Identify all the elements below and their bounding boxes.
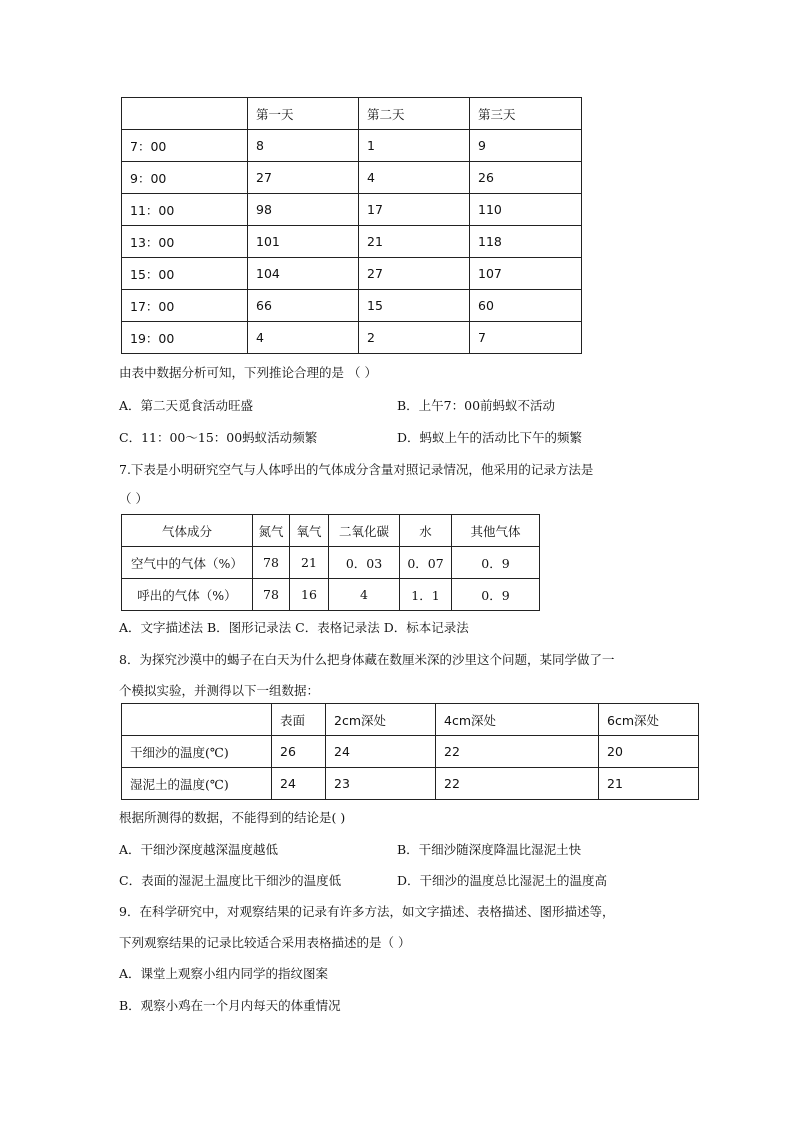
table-cell: 1 (359, 130, 470, 162)
table-header-row (122, 515, 540, 547)
table-header-cell: 氮气 (253, 515, 290, 547)
table-header-cell: 二氧化碳 (329, 515, 400, 547)
table-cell: 呼出的气体（%） (122, 579, 253, 611)
table-row (122, 130, 582, 162)
table-row (122, 226, 582, 258)
q9-stem-line1: 9．在科学研究中，对观察结果的记录有许多方法，如文字描述、表格描述、图形描述等， (119, 904, 615, 919)
table-cell: 7：00 (122, 130, 248, 162)
table-cell: 22 (436, 736, 599, 768)
sand-temperature-table (121, 703, 699, 800)
q8-stem-line2: 个模拟实验，并测得以下一组数据： (119, 683, 320, 698)
table-cell: 24 (272, 768, 326, 800)
table-cell: 7 (470, 322, 582, 354)
table-cell: 11：00 (122, 194, 248, 226)
q7-stem-line2: （ ） (119, 491, 148, 506)
gas-composition-table (121, 514, 540, 611)
table-cell: 0．07 (400, 547, 452, 579)
table-row (122, 736, 699, 768)
table-cell: 66 (248, 290, 359, 322)
table-cell: 0．9 (452, 547, 540, 579)
table-row (122, 290, 582, 322)
table-cell: 湿泥土的温度(℃) (122, 768, 272, 800)
table-header-cell (122, 98, 248, 130)
table-cell: 26 (272, 736, 326, 768)
table-cell: 0．03 (329, 547, 400, 579)
table-cell: 22 (436, 768, 599, 800)
q6-option-a: A．第二天觅食活动旺盛 (119, 398, 254, 413)
table-row (122, 768, 699, 800)
table-header-cell: 其他气体 (452, 515, 540, 547)
table-cell: 118 (470, 226, 582, 258)
table-header-cell (122, 704, 272, 736)
table-cell: 21 (359, 226, 470, 258)
table-row (122, 547, 540, 579)
table-cell: 78 (253, 579, 290, 611)
ant-activity-table (121, 97, 582, 354)
table-cell: 1．1 (400, 579, 452, 611)
table-header-row (122, 704, 699, 736)
table-row (122, 579, 540, 611)
table-cell: 21 (599, 768, 699, 800)
q8-option-a: A．干细沙深度越深温度越低 (119, 842, 279, 857)
table-cell: 0．9 (452, 579, 540, 611)
table-row (122, 258, 582, 290)
table-header-cell: 第一天 (248, 98, 359, 130)
q6-option-d: D．蚂蚁上午的活动比下午的频繁 (397, 430, 583, 445)
table-cell: 空气中的气体（%） (122, 547, 253, 579)
q8-option-d: D．干细沙的温度总比湿泥土的温度高 (397, 873, 608, 888)
table-header-cell: 第三天 (470, 98, 582, 130)
table-cell: 4 (359, 162, 470, 194)
table-cell: 24 (326, 736, 436, 768)
table-header-cell: 水 (400, 515, 452, 547)
table-cell: 110 (470, 194, 582, 226)
table-header-cell: 气体成分 (122, 515, 253, 547)
table-cell: 2 (359, 322, 470, 354)
table-cell: 8 (248, 130, 359, 162)
table-cell: 27 (359, 258, 470, 290)
table-header-cell: 4cm深处 (436, 704, 599, 736)
table-cell: 干细沙的温度(℃) (122, 736, 272, 768)
table-header-cell: 第二天 (359, 98, 470, 130)
table-cell: 60 (470, 290, 582, 322)
table-cell: 27 (248, 162, 359, 194)
table-cell: 98 (248, 194, 359, 226)
q8-option-c: C．表面的湿泥土温度比干细沙的温度低 (119, 873, 342, 888)
table-cell: 107 (470, 258, 582, 290)
q9-option-b: B．观察小鸡在一个月内每天的体重情况 (119, 998, 341, 1013)
table-cell: 17 (359, 194, 470, 226)
table-cell: 4 (248, 322, 359, 354)
table-cell: 17：00 (122, 290, 248, 322)
table-cell: 15：00 (122, 258, 248, 290)
q8-question: 根据所测得的数据，不能得到的结论是( ) (119, 810, 346, 825)
q6-option-c: C．11：00～15：00蚂蚁活动频繁 (119, 430, 318, 445)
table-header-row (122, 98, 582, 130)
table-cell: 15 (359, 290, 470, 322)
table-row (122, 322, 582, 354)
q6-stem: 由表中数据分析可知，下列推论合理的是 （ ） (119, 365, 377, 380)
table-cell: 78 (253, 547, 290, 579)
table-cell: 101 (248, 226, 359, 258)
table-cell: 13：00 (122, 226, 248, 258)
q7-options: A．文字描述法 B．图形记录法 C．表格记录法 D．标本记录法 (119, 620, 469, 635)
table-cell: 9 (470, 130, 582, 162)
table-cell: 20 (599, 736, 699, 768)
table-cell: 26 (470, 162, 582, 194)
table-header-cell: 氧气 (290, 515, 329, 547)
q8-stem-line1: 8．为探究沙漠中的蝎子在白天为什么把身体藏在数厘米深的沙里这个问题，某同学做了一 (119, 652, 615, 667)
table-header-cell: 2cm深处 (326, 704, 436, 736)
q6-option-b: B．上午7：00前蚂蚁不活动 (397, 398, 556, 413)
table-header-cell: 6cm深处 (599, 704, 699, 736)
table-cell: 104 (248, 258, 359, 290)
q7-stem-line1: 7.下表是小明研究空气与人体呼出的气体成分含量对照记录情况，他采用的记录方法是 (119, 462, 594, 477)
table-header-cell: 表面 (272, 704, 326, 736)
q9-stem-line2: 下列观察结果的记录比较适合采用表格描述的是（ ） (119, 935, 411, 950)
table-cell: 9：00 (122, 162, 248, 194)
table-cell: 23 (326, 768, 436, 800)
table-cell: 4 (329, 579, 400, 611)
table-cell: 21 (290, 547, 329, 579)
table-row (122, 162, 582, 194)
q9-option-a: A．课堂上观察小组内同学的指纹图案 (119, 966, 329, 981)
table-cell: 16 (290, 579, 329, 611)
table-cell: 19：00 (122, 322, 248, 354)
table-row (122, 194, 582, 226)
q8-option-b: B．干细沙随深度降温比湿泥土快 (397, 842, 582, 857)
